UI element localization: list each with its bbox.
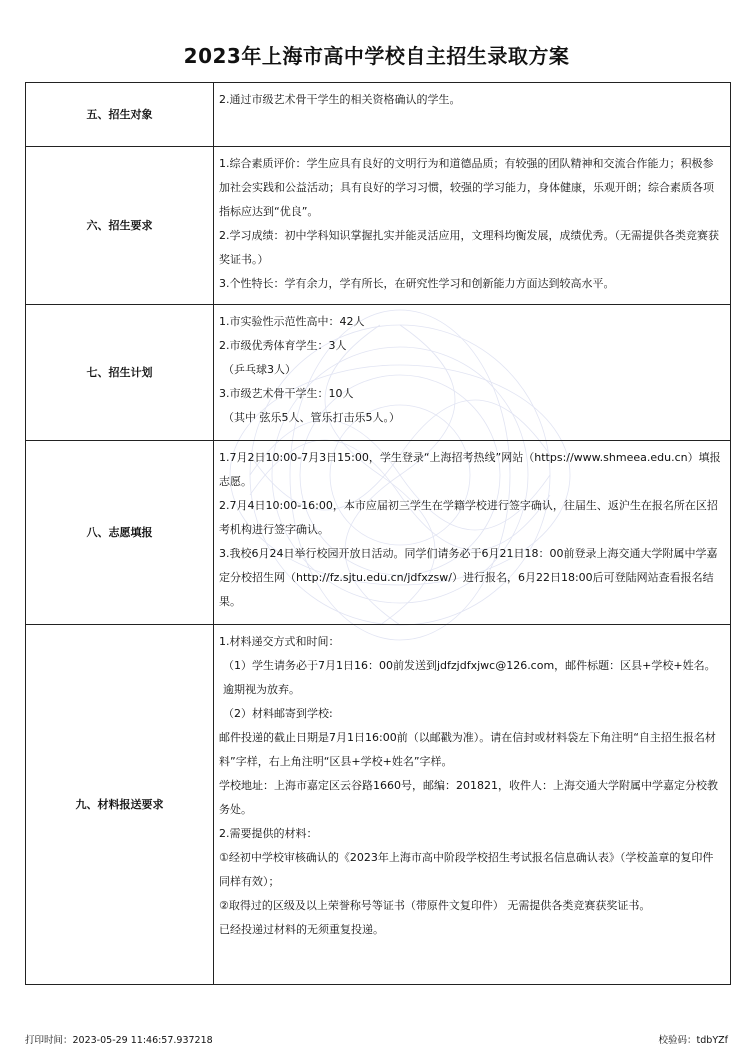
content-line: 已经投递过材料的无须重复投递。 [219,923,384,936]
content-line: 2.通过市级艺术骨干学生的相关资格确认的学生。 [219,93,461,106]
content-line: 学校地址：上海市嘉定区云谷路1660号，邮编：201821，收件人：上海交通大学附属中学嘉定分校教务处。 [219,779,718,816]
table-row-recruitment-requirements [26,147,731,305]
check-code: 校验码：tdbYZf [658,1035,728,1046]
content-line: ①经初中学校审核确认的《2023年上海市高中阶段学校招生考试报名信息确认表》（学校盖章的复印件同样有效）； [219,851,714,888]
table-row-recruitment-targets [26,83,731,147]
row-content-application-filing [214,441,731,625]
table-row-material-submission [26,625,731,985]
row-label-material-submission: 九、材料报送要求 [26,625,214,985]
content-line: 1.材料递交方式和时间： [219,635,340,648]
row-content-recruitment-requirements [214,147,731,305]
content-line: 1.市实验性示范性高中：42人 [219,315,365,328]
content-line: 3.市级艺术骨干学生：10人 [219,387,354,400]
content-line: （乒乓球3人） [223,363,296,376]
content-line: 2.需要提供的材料： [219,827,318,840]
content-line: ②取得过的区级及以上荣誉称号等证书（带原件文复印件） 无需提供各类竞赛获奖证书。 [219,899,651,912]
content-line: 1.综合素质评价：学生应具有良好的文明行为和道德品质；有较强的团队精神和交流合作能力；积极参加社会实践和公益活动；具有良好的学习习惯，较强的学习能力，身体健康，乐观开朗；综合素质各项指标应达到“优良”。 [219,157,714,218]
content-line: （其中 弦乐5人、管乐打击乐5人。） [223,411,400,424]
row-content-recruitment-plan [214,305,731,441]
table-row-application-filing [26,441,731,625]
table-row-recruitment-plan [26,305,731,441]
content-line: 邮件投递的截止日期是7月1日16:00前（以邮戳为准）。请在信封或材料袋左下角注明“自主招生报名材料”字样，右上角注明“区县+学校+姓名”字样。 [219,731,716,768]
row-content-recruitment-targets [214,83,731,147]
content-line: 1.7月2日10:00-7月3日15:00，学生登录“上海招考热线”网站（https://www.shmeea.edu.cn）填报志愿。 [219,451,721,488]
row-content-material-submission [214,625,731,985]
row-label-recruitment-requirements: 六、招生要求 [26,147,214,305]
row-label-recruitment-targets: 五、招生对象 [26,83,214,147]
content-line: 2.7月4日10:00-16:00，本市应届初三学生在学籍学校进行签字确认，往届生、返沪生在报名所在区招考机构进行签字确认。 [219,499,718,536]
document-title: 2023年上海市高中学校自主招生录取方案 [183,44,570,68]
admission-plan-table [25,82,731,985]
content-line: 2.市级优秀体育学生：3人 [219,339,347,352]
content-line: （1）学生请务必于7月1日16：00前发送到jdfzjdfxjwc@126.com，邮件标题：区县+学校+姓名。逾期视为放弃。 [223,659,716,696]
content-line: 3.个性特长：学有余力，学有所长，在研究性学习和创新能力方面达到较高水平。 [219,277,615,290]
content-line: （2）材料邮寄到学校: [223,707,333,720]
content-line: 3.我校6月24日举行校园开放日活动。同学们请务必于6月21日18：00前登录上海交通大学附属中学嘉定分校招生网（http://fz.sjtu.edu.cn/jdfxzsw/）进行报名，6月22日18:00后可登陆网站查看报名结果。 [219,547,718,608]
content-line: 2.学习成绩：初中学科知识掌握扎实并能灵活应用，文理科均衡发展，成绩优秀。（无需提供各类竞赛获奖证书。） [219,229,719,266]
row-label-application-filing: 八、志愿填报 [26,441,214,625]
row-label-recruitment-plan: 七、招生计划 [26,305,214,441]
print-time: 打印时间：2023-05-29 11:46:57.937218 [25,1035,213,1046]
